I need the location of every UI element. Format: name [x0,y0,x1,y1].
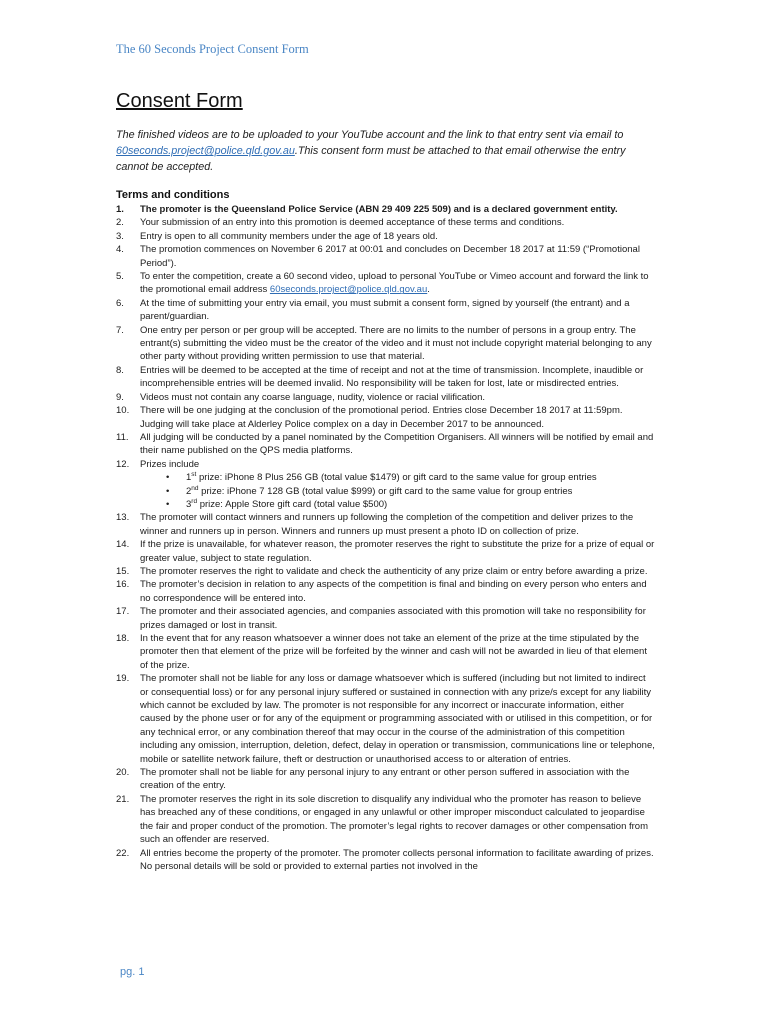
term-text: The promoter is the Queensland Police Service (ABN 29 409 225 509) and is a declared government entity. [140,204,618,215]
term-number: 20. [116,767,130,779]
term-text: At the time of submitting your entry via email, you must submit a consent form, signed by yourself (the entrant) and a parent/guardian. [140,297,630,323]
intro-paragraph [116,127,656,175]
prize-item [162,471,656,484]
term-text: The promoter reserves the right in its sole discretion to disqualify any individual who the promoter has reason to believe has breached any of these conditions, or engaged in any unlawful or other improper misconduct calculated to jeopardise the fair and proper conduct of the promotion. The promoter’s legal rights to recover damages or other compensation from such an offender are reserved. [140,793,648,846]
page-number: pg. 1 [120,966,145,978]
term-item [116,847,656,874]
term-number: 13. [116,512,130,524]
term-item [116,243,656,270]
term-text: The promotion commences on November 6 2017 at 00:01 and concludes on December 18 2017 at 11:59 (“Promotional Period”). [140,244,640,269]
term-email-link[interactable]: 60seconds.project@police.qld.gov.au [269,284,428,296]
term-item [116,578,656,605]
term-number: 1. [116,204,124,215]
term-text: All judging will be conducted by a panel nominated by the Competition Organisers. All winners will be notified by email and their name published on the QPS media platforms. [140,431,654,457]
term-text: One entry per person or per group will be accepted. There are no limits to the number of persons in a group entry. The entrant(s) submitting the video must be the creator of the video and it must not include copyright material belonging to any other party without providing written permission to use that material. [140,324,652,363]
term-text: The promoter and their associated agencies, and companies associated with this promotion will take no responsibility for prizes damaged or lost in transit. [140,606,646,631]
prize-list [140,471,656,511]
term-number: 2. [116,217,124,229]
term-number: 4. [116,244,124,256]
term-text: There will be one judging at the conclusion of the promotional period. Entries close December 18 2017 at 11:59pm. Judging will take place at Alderley Police complex on a day in December 2017 to be announced. [140,405,623,430]
term-item [116,324,656,364]
terms-list [116,203,656,873]
prize-ordinal-suffix: nd [191,484,199,492]
term-number: 21. [116,793,130,805]
term-number: 12. [116,458,130,470]
term-item [116,538,656,565]
term-text: The promoter shall not be liable for any personal injury to any entrant or other person suffered in association with the creation of the entry. [140,767,630,792]
intro-text-before: The finished videos are to be uploaded to your YouTube account and the link to that entry sent via email to [116,129,624,141]
prize-text: prize: Apple Store gift card (total value $500) [197,498,388,510]
term-text: All entries become the property of the promoter. The promoter collects personal information to facilitate awarding of prizes. No personal details will be sold or provided to external parties not involved in the [140,847,654,872]
term-number: 10. [116,405,130,417]
term-item [116,404,656,431]
term-text: The promoter reserves the right to validate and check the authenticity of any prize claim or entry before awarding a prize. [140,565,648,577]
intro-text-after: .This consent form must be attached to that email otherwise the entry cannot be accepted. [116,145,626,173]
term-item [116,605,656,632]
term-item [116,766,656,793]
term-item [116,270,656,297]
term-text: Entries will be deemed to be accepted at the time of receipt and not at the time of transmission. Incomplete, inaudible or incomprehensible entries will be deemed invalid. No responsibility will be taken for lost, late or misdirected entries. [140,364,644,390]
term-item [116,672,656,766]
prize-item [162,485,656,498]
prize-ordinal: 2 [186,485,192,497]
term-text: Your submission of an entry into this promotion is deemed acceptance of these terms and conditions. [140,217,565,229]
term-item [116,431,656,458]
term-number: 15. [116,565,130,577]
term-text: To enter the competition, create a 60 second video, upload to personal YouTube or Vimeo account and forward the link to the promotional email address [140,271,649,296]
term-text: If the prize is unavailable, for whatever reason, the promoter reserves the right to substitute the prize for a prize of equal or greater value, subject to state regulation. [140,539,655,564]
term-number: 17. [116,606,130,618]
prize-ordinal-suffix: rd [191,497,198,505]
term-text: Entry is open to all community members under the age of 18 years old. [140,230,438,242]
term-text: The promoter shall not be liable for any loss or damage whatsoever which is suffered (including but not limited to indirect or consequential loss) or for any personal injury suffered or sustained in connection with any prize/s except for any liability which cannot be excluded by law. The promoter is not responsible for any incorrect or inaccurate information, either caused by the phone user or for any of the equipment or programming associated with or utilised in this competition, or for any technical error, or any combination thereof that may occur in the course of the administration of this competition including any omission, interruption, deletion, defect, delay in operation or transmission, communications line or telephone, mobile or satellite network failure, theft or destruction or unauthorised access to or alteration of entries. [140,673,655,765]
prize-item [162,498,656,511]
running-header: The 60 Seconds Project Consent Form [116,42,309,56]
term-item [116,216,656,229]
term-number: 19. [116,673,130,685]
term-number: 22. [116,847,130,859]
term-number: 7. [116,324,124,336]
term-number: 6. [116,297,124,309]
prize-ordinal: 1 [186,472,192,484]
prize-text: prize: iPhone 8 Plus 256 GB (total value $1479) or gift card to the same value for group entries [196,472,597,484]
term-number: 5. [116,271,124,283]
term-item [116,793,656,847]
term-number: 3. [116,230,124,242]
terms-heading: Terms and conditions [116,189,230,201]
term-text: Prizes include [140,458,200,470]
term-text: The promoter’s decision in relation to any aspects of the competition is final and binding on every person who enters and no correspondence will be entered into. [140,579,647,604]
page-title: Consent Form [116,90,243,112]
term-item [116,391,656,404]
term-number: 18. [116,633,130,644]
term-item [116,511,656,538]
term-item [116,632,656,672]
term-number: 9. [116,391,124,403]
term-text: In the event that for any reason whatsoever a winner does not take an element of the prize at the time stipulated by the promoter then that element of the prize will be forfeited by the winner and cash will not be awarded in lieu of that element of the prize. [140,633,647,671]
term-number: 8. [116,364,124,376]
term-number: 11. [116,431,129,443]
term-text: Videos must not contain any coarse language, nudity, violence or racial vilification. [140,391,486,403]
intro-email-link[interactable]: 60seconds.project@police.qld.gov.au [116,145,295,157]
term-item [116,297,656,324]
term-number: 14. [116,539,130,551]
term-number: 16. [116,579,130,591]
prize-ordinal: 3 [186,498,192,510]
prize-text: prize: iPhone 7 128 GB (total value $999) or gift card to the same value for group entries [198,485,573,497]
term-text-after: . [427,284,430,296]
term-item [116,458,656,512]
term-item [116,230,656,243]
term-text: The promoter will contact winners and runners up following the completion of the competition and deliver prizes to the winner and runners up in person. Winners and runners up must present a photo ID on collection of prize. [140,512,634,537]
term-item [116,203,656,216]
term-item [116,364,656,391]
prize-ordinal-suffix: st [191,470,197,478]
term-item [116,565,656,578]
